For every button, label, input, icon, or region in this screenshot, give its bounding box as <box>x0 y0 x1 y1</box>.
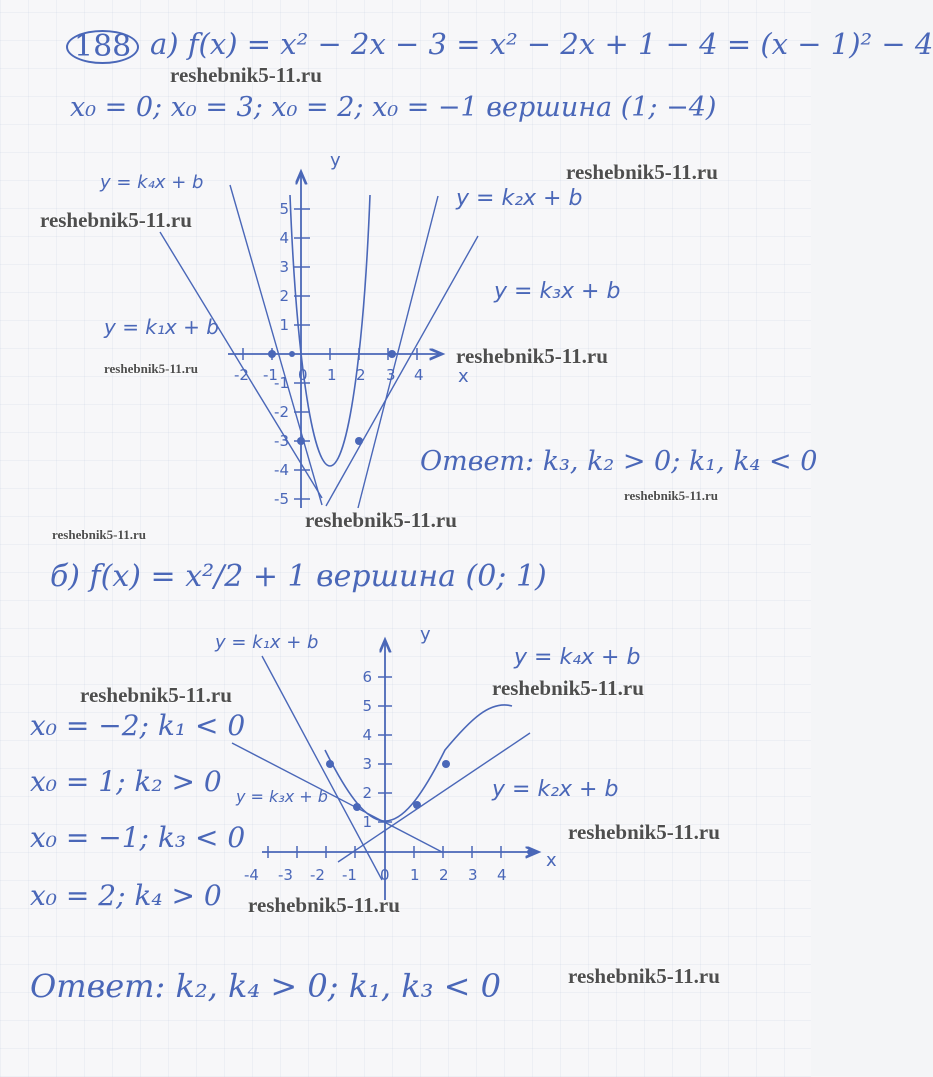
watermark: reshebnik5-11.ru <box>492 676 644 700</box>
graph-a-y-tick-label: -2 <box>274 403 289 421</box>
problem-number-circle: 188 <box>66 30 139 64</box>
watermark: reshebnik5-11.ru <box>624 488 719 503</box>
graph-b-y-tick-labels <box>362 668 372 831</box>
graph-a-y-tick-label: 2 <box>279 287 289 305</box>
graph-a-y-tick-label: -1 <box>274 374 289 392</box>
part-b-answer: Ответ: k₂, k₄ > 0; k₁, k₃ < 0 <box>30 967 501 1005</box>
graph-b-x-tick-label: -2 <box>310 866 325 884</box>
graph-b-point-2 <box>353 803 361 811</box>
graph-a-x-label: x <box>458 366 469 387</box>
watermark: reshebnik5-11.ru <box>104 361 199 376</box>
graph-b-y-label: y <box>420 624 431 645</box>
part-a-answer: Ответ: k₃, k₂ > 0; k₁, k₄ < 0 <box>420 446 818 477</box>
graph-b-point-3 <box>413 801 421 809</box>
watermark: reshebnik5-11.ru <box>568 820 720 844</box>
graph-a-y-tick-label: 4 <box>279 229 289 247</box>
graph-b-label-k3: y = k₃x + b <box>236 787 328 806</box>
watermark: reshebnik5-11.ru <box>52 527 147 542</box>
watermark: reshebnik5-11.ru <box>568 964 720 988</box>
graph-a-y-tick-label: -3 <box>274 432 289 450</box>
watermark: reshebnik5-11.ru <box>80 683 232 707</box>
graph-b-x-tick-label: -3 <box>278 866 293 884</box>
graph-b-x-tick-label: 2 <box>439 866 449 884</box>
graph-a-y-tick-label: 1 <box>279 316 289 334</box>
graph-b-x-tick-label: 4 <box>497 866 507 884</box>
watermark: reshebnik5-11.ru <box>170 63 322 87</box>
graph-a-y-tick-label: 3 <box>279 258 289 276</box>
part-b-case-3: x₀ = −1; k₃ < 0 <box>30 821 246 854</box>
graph-b-y-tick-label: 3 <box>362 755 372 773</box>
graph-a-label-k3: y = k₃x + b <box>494 279 621 304</box>
graph-a-label-k2: y = k₂x + b <box>456 186 583 211</box>
graph-a-y-tick-label: 5 <box>279 200 289 218</box>
graph-b-x-tick-label: 3 <box>468 866 478 884</box>
graph-b-x-tick-label: -1 <box>342 866 357 884</box>
watermark: reshebnik5-11.ru <box>40 208 192 232</box>
graph-b-y-tick-label: 1 <box>362 813 372 831</box>
graph-b-label-k2: y = k₂x + b <box>492 777 619 802</box>
graph-a-label-k1: y = k₁x + b <box>104 315 219 339</box>
graph-b-x-tick-label: 0 <box>380 866 390 884</box>
watermark: reshebnik5-11.ru <box>305 508 457 532</box>
graph-b-label-k1: y = k₁x + b <box>215 632 319 653</box>
part-a-x0-line: x₀ = 0; x₀ = 3; x₀ = 2; x₀ = −1 вершина (1; −4) <box>70 92 717 123</box>
graph-a-x-tick-label: 3 <box>386 366 396 384</box>
graph-a-y-label: y <box>330 150 341 171</box>
graph-a-x-tick-label: 2 <box>356 366 366 384</box>
part-b-formula: б) f(x) = x²/2 + 1 вершина (0; 1) <box>50 559 547 594</box>
graph-b-x-label: x <box>546 850 557 871</box>
graph-b-y-tick-label: 4 <box>362 726 372 744</box>
graph-b-point-4 <box>442 760 450 768</box>
graph-b-x-tick-label: 1 <box>410 866 420 884</box>
watermark: reshebnik5-11.ru <box>248 893 400 917</box>
watermark: reshebnik5-11.ru <box>456 344 608 368</box>
part-b-case-2: x₀ = 1; k₂ > 0 <box>30 765 222 798</box>
watermark: reshebnik5-11.ru <box>566 160 718 184</box>
graph-b-y-tick-label: 5 <box>362 697 372 715</box>
graph-a-x-tick-label: 1 <box>327 366 337 384</box>
part-a-formula: а) f(x) = x² − 2x − 3 = x² − 2x + 1 − 4 = (x − 1)² − 4 <box>150 27 933 61</box>
graph-a-x-tick-label: 0 <box>298 366 308 384</box>
graph-b-label-k4: y = k₄x + b <box>514 645 641 670</box>
graph-b-y-tick-label: 6 <box>362 668 372 686</box>
graph-a-y-tick-label: -4 <box>274 461 289 479</box>
graph-a-x-tick-label: 4 <box>414 366 424 384</box>
graph-a-x-tick-label: -1 <box>263 366 278 384</box>
graph-a-y-tick-label: -5 <box>274 490 289 508</box>
graph-b-point-5 <box>527 849 533 855</box>
part-b-case-1: x₀ = −2; k₁ < 0 <box>30 709 246 742</box>
graph-b-y-tick-label: 2 <box>362 784 372 802</box>
graph-a-x-tick-label: -2 <box>234 366 249 384</box>
part-b-case-4: x₀ = 2; k₄ > 0 <box>30 879 222 912</box>
graph-b-x-tick-label: -4 <box>244 866 259 884</box>
graph-a-label-k4: y = k₄x + b <box>100 172 204 193</box>
graph-b-point-1 <box>326 760 334 768</box>
